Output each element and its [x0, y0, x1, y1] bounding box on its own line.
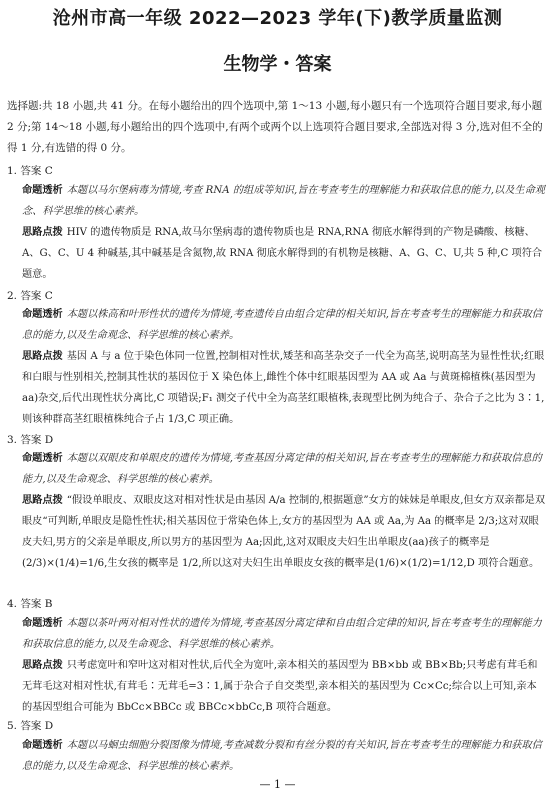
question-3-answer: 3. 答案 D — [7, 434, 54, 446]
question-4-analysis — [22, 613, 546, 655]
question-4-thinking — [22, 655, 546, 718]
analysis-tag: 命题透析 — [22, 618, 63, 629]
question-1-analysis — [22, 180, 546, 222]
analysis-tag: 命题透析 — [22, 740, 63, 751]
analysis-tag: 命题透析 — [22, 185, 63, 196]
page-number: — 1 — — [259, 778, 296, 791]
thinking-text: HIV 的遗传物质是 RNA,故马尔堡病毒的遗传物质也是 RNA,RNA 彻底水解得到的产物是磷酸、核糖、A、G、C、U 4 种碱基,其中碱基是含氮物,故 RNA 彻底水解得到的有机物是核糖、A、G、C、U,共 5 种,C 项符合题意。 — [22, 227, 543, 280]
question-5-answer: 5. 答案 D — [7, 720, 54, 732]
question-3-analysis — [22, 448, 546, 490]
page-subtitle: 生物学・答案 — [223, 54, 332, 75]
question-4-answer: 4. 答案 B — [7, 598, 53, 610]
thinking-tag: 思路点拨 — [22, 660, 63, 671]
analysis-text: 本题以马尔堡病毒为情境,考查 RNA 的组成等知识,旨在考查考生的理解能力和获取信息的能力,以及生命观念、科学思维的核心素养。 — [22, 185, 545, 217]
thinking-tag: 思路点拨 — [22, 351, 63, 362]
question-3-thinking — [22, 490, 546, 574]
thinking-tag: 思路点拨 — [22, 495, 63, 506]
analysis-text: 本题以马蛔虫细胞分裂图像为情境,考查减数分裂和有丝分裂的有关知识,旨在考查考生的理解能力和获取信息的能力,以及生命观念、科学思维的核心素养。 — [22, 740, 542, 772]
thinking-tag: 思路点拨 — [22, 227, 63, 238]
analysis-text: 本题以株高和叶形性状的遗传为情境,考查遗传自由组合定律的相关知识,旨在考查考生的理解能力和获取信息的能力,以及生命观念、科学思维的核心素养。 — [22, 309, 542, 341]
question-1-answer: 1. 答案 C — [7, 165, 53, 177]
question-2-answer: 2. 答案 C — [7, 290, 53, 302]
question-2-analysis — [22, 304, 546, 346]
analysis-tag: 命题透析 — [22, 309, 63, 320]
question-5-analysis — [22, 735, 546, 777]
page-title: 沧州市高一年级 2022—2023 学年(下)教学质量监测 — [52, 8, 503, 29]
thinking-text: “假设单眼皮、双眼皮这对相对性状是由基因 A/a 控制的,根据题意”女方的妹妹是单眼皮,但女方双亲都是双眼皮“可判断,单眼皮是隐性性状;相关基因位于常染色体上,女方的基因型为 AA 或 Aa,为 Aa 的概率是 2/3;这对双眼皮夫妇,男方的父亲是单眼皮,所以男方的基因型为 Aa;因此,这对双眼皮夫妇生出单眼皮(aa)孩子的概率是(2/3)×(1/4)=1/6,生女孩的概率是 1/2,所以这对夫妇生出单眼皮女孩的概率是(1/6)×(1/2)=1/12,D 项符合题意。 — [22, 495, 546, 569]
analysis-tag: 命题透析 — [22, 453, 63, 464]
thinking-text: 只考虑宽叶和窄叶这对相对性状,后代全为宽叶,亲本相关的基因型为 BB×bb 或 BB×Bb;只考虑有茸毛和无茸毛这对相对性状,有茸毛∶无茸毛=3∶1,属于杂合子自交类型,亲本相关的基因型为 Cc×Cc;综合以上可知,亲本的基因型组合可能为 BbCc×BBCc 或 BBCc×bbCc,B 项符合题意。 — [22, 660, 538, 713]
intro-paragraph: 选择题:共 18 小题,共 41 分。在每小题给出的四个选项中,第 1～13 小题,每小题只有一个选项符合题目要求,每小题 2 分;第 14～18 小题,每小题给出的四个选项中,有两个或两个以上选项符合题目要求,全部选对得 3 分,选对但不全的得 1 分,有选错的得 0 分。 — [7, 100, 543, 154]
thinking-text: 基因 A 与 a 位于染色体同一位置,控制相对性状,矮茎和高茎杂交子一代全为高茎,说明高茎为显性性状;红眼和白眼与性别相关,控制其性状的基因位于 X 染色体上,雌性个体中红眼基因型为 AA 或 Aa 与黄斑棉植株(基因型为 aa)杂交,后代出现性状分离比,C 项错误;F₁ 测交子代中全为高茎红眼植株,表现型比例为纯合子、杂合子之比为 3∶1,则该种群高茎红眼植株纯合子占 1/3,C 项正确。 — [22, 351, 545, 425]
question-2-thinking — [22, 346, 546, 430]
question-1-thinking — [22, 222, 546, 285]
analysis-text: 本题以茶叶两对相对性状的遗传为情境,考查基因分离定律和自由组合定律的知识,旨在考查考生的理解能力和获取信息的能力,以及生命观念、科学思维的核心素养。 — [22, 618, 542, 650]
analysis-text: 本题以双眼皮和单眼皮的遗传为情境,考查基因分离定律的相关知识,旨在考查考生的理解能力和获取信息的能力,以及生命观念、科学思维的核心素养。 — [22, 453, 542, 485]
